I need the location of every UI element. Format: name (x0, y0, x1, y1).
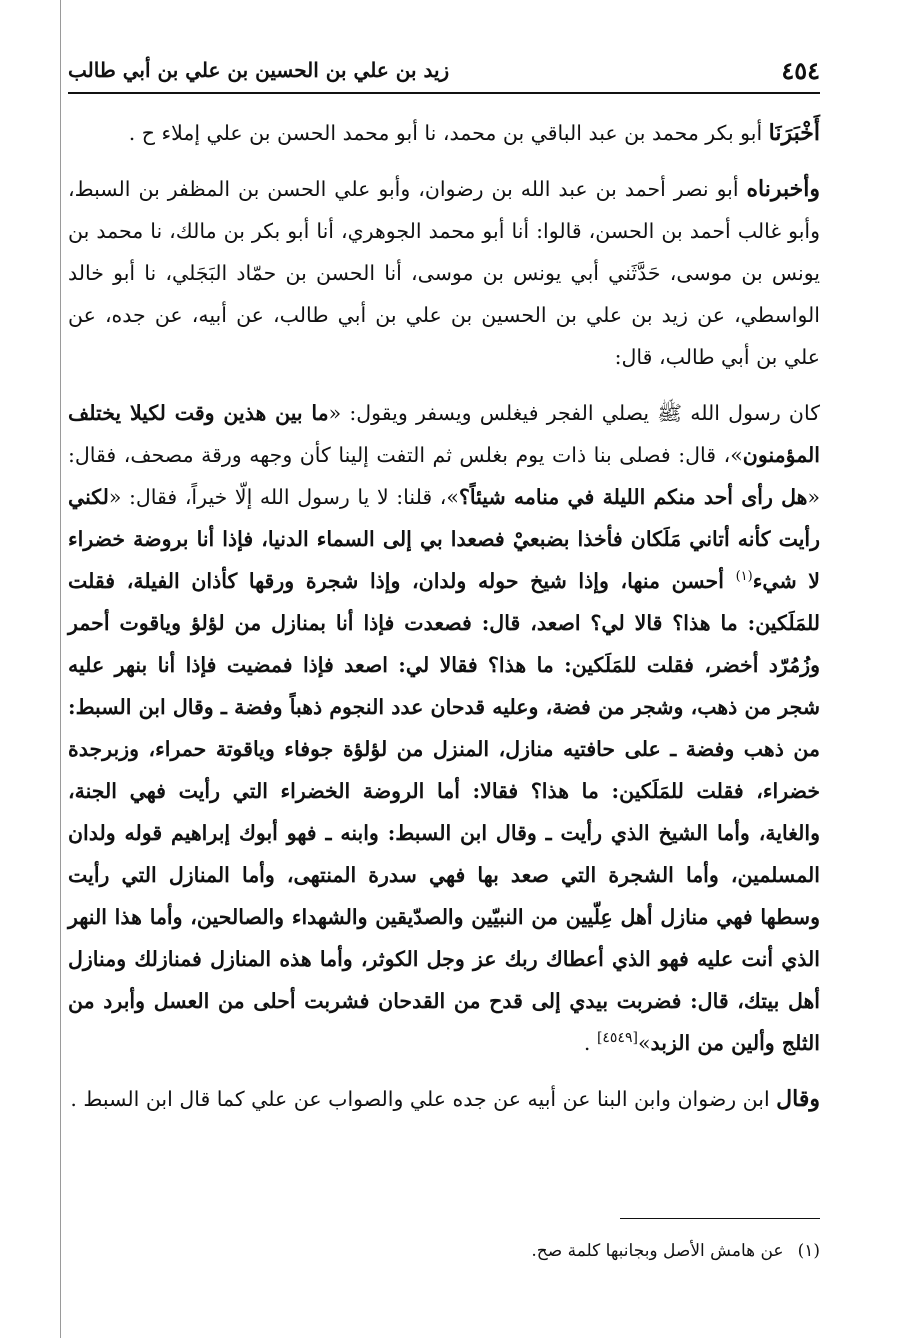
page-binding-line (60, 0, 61, 1338)
paragraph-lead: وأخبرناه (746, 176, 820, 202)
prophetic-quote: ما بين هذين وقت لكيلا يختلف المؤمنون (68, 401, 820, 467)
paragraph-isnad-1 (68, 112, 820, 154)
paragraph-lead: وقال (776, 1086, 820, 1112)
narration-text: »، قلنا: لا يا رسول الله إلّا خيراً، فقال: « (108, 485, 459, 509)
paragraph-body: أبو نصر أحمد بن عبد الله بن رضوان، وأبو علي الحسن بن المظفر بن السبط، وأبو غالب أحمد بن الحسن، قالوا: أنا أبو محمد الجوهري، أنا أبو بكر بن مالك، نا محمد بن يونس بن موسى، حَدَّثَني أبي يونس بن موسى، أنا الحسن بن حمّاد البَجَلي، نا أبو خالد الواسطي، عن زيد بن علي بن الحسين بن علي بن أبي طالب، عن أبيه، عن جده، عن علي بن أبي طالب، قال: (68, 177, 820, 369)
footnote (68, 1236, 820, 1266)
paragraph-hadith (68, 392, 820, 1064)
page-header (68, 56, 820, 94)
narration-text: كان رسول الله ﷺ يصلي الفجر فيغلس ويسفر ويقول: « (328, 401, 820, 425)
footnote-text: عن هامش الأصل وبجانبها كلمة صح. (531, 1241, 784, 1261)
paragraph-note (68, 1078, 820, 1120)
running-title: زيد بن علي بن الحسين بن علي بن أبي طالب (68, 58, 450, 82)
narration-text: »، قال: فصلى بنا ذات يوم بغلس ثم التفت إلينا كأن وجهه ورقة مصحف، فقال: « (68, 443, 820, 509)
narration-text: » (637, 1031, 651, 1055)
narration-text: . (583, 1031, 597, 1055)
prophetic-quote: هل رأى أحد منكم الليلة في منامه شيئاً؟ (458, 485, 808, 509)
paragraph-lead: أَخْبَرَنَا (768, 120, 820, 146)
paragraph-isnad-2 (68, 168, 820, 378)
footnote-reference: (١) (735, 569, 753, 585)
prophetic-quote: لكني رأيت كأنه أتاني مَلَكان فأخذا بضبعيْ فصعدا بي إلى السماء الدنيا، فإذا أنا بروضة خضراء لا شيء (68, 485, 820, 593)
paragraph-body: ابن رضوان وابن البنا عن أبيه عن جده علي والصواب عن علي كما قال ابن السبط . (70, 1087, 777, 1111)
prophetic-quote: أحسن منها، وإذا شيخ حوله ولدان، وإذا شجرة ورقها كأذان الفيلة، فقلت للمَلَكين: ما هذا؟ قالا لي؟ اصعد، قال: فصعدت فإذا أنا بمنازل من لؤلؤ وياقوت أحمر وزُمُرّد أخضر، فقلت للمَلَكين: ما هذا؟ فقالا لي: اصعد فإذا فمضيت فإذا أنا بنهر عليه شجر من ذهب، وشجر من فضة، وعليه قدحان عدد النجوم ذهباً وفضة ـ وقال ابن السبط: من ذهب وفضة ـ على حافتيه منازل، المنزل من لؤلؤة جوفاء وياقوتة حمراء، وزبرجدة خضراء، فقلت للمَلَكين: ما هذا؟ فقالا: أما الروضة الخضراء التي رأيت فهي الجنة، والغاية، وأما الشيخ الذي رأيت ـ وقال ابن السبط: وابنه ـ فهو أبوك إبراهيم قوله ولدان المسلمين، وأما الشجرة التي صعد بها فهي سدرة المنتهى، وأما المنازل التي رأيت وسطها فهي منازل أهل عِلّيين من النبيّين والصدّيقين والشهداء والصالحين، وأما هذا النهر الذي أنت عليه فهو الذي أعطاك ربك عز وجل الكوثر، وأما هذه المنازل فمنازلك ومنازل أهل بيتك، قال: فضربت بيدي إلى قدح من القدحان فشربت أحلى من العسل وأبرد من الثلج وألين من الزبد (68, 569, 820, 1055)
main-text (68, 112, 820, 1134)
page-number: ٤٥٤ (781, 56, 820, 85)
footnote-divider (620, 1218, 820, 1219)
paragraph-body: أبو بكر محمد بن عبد الباقي بن محمد، نا أبو محمد الحسن بن علي إملاء ح . (128, 121, 769, 145)
footnote-number: (١) (797, 1241, 820, 1261)
hadith-number: [٤٥٤٩] (596, 1030, 638, 1047)
